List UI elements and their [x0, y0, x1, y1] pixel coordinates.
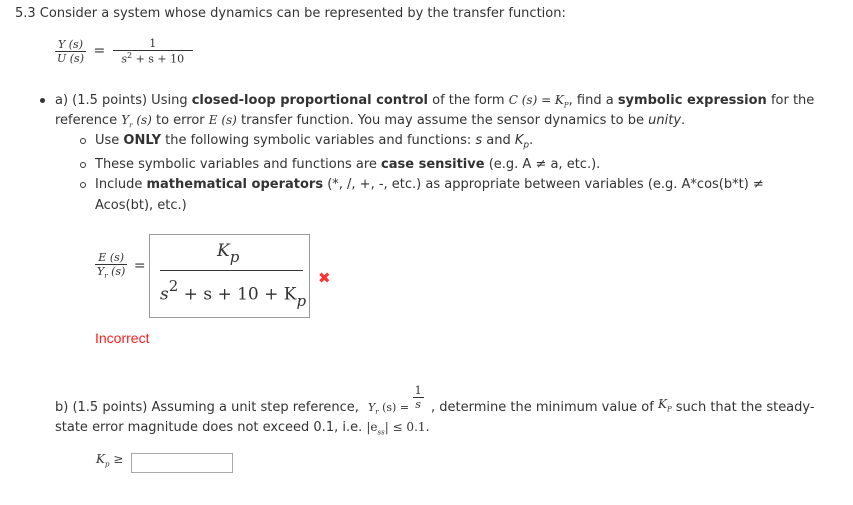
denominator: s [415, 398, 421, 411]
subscript: p [296, 292, 307, 311]
text: transfer function. You may assume the sensor dynamics to be [236, 113, 649, 128]
answer-denominator [160, 277, 307, 311]
text: and [482, 133, 515, 148]
exponent: 2 [126, 51, 133, 60]
math-text: |e [366, 420, 378, 434]
var-kp [514, 133, 530, 151]
text: These symbolic variables and functions are [95, 157, 382, 172]
math-text: + s + 10 + K [178, 284, 297, 305]
answer-numerator [217, 241, 240, 267]
e-expression: E (s) [208, 113, 237, 127]
sub-bullet-2 [95, 157, 600, 172]
text: for the [766, 93, 815, 108]
subscript: p [104, 460, 110, 469]
subscript: ss [377, 428, 385, 437]
kp-input-label [96, 452, 123, 468]
bold-text: symbolic expression [617, 93, 767, 108]
italic-text: unity [648, 113, 682, 128]
subscript: p [523, 140, 530, 151]
answer-lhs [95, 251, 146, 280]
math-text: K [96, 452, 105, 466]
part-a-line-1 [55, 93, 814, 109]
text: such that the steady- [671, 400, 815, 415]
part-b-yr-fraction [368, 384, 424, 416]
text: , find a [568, 93, 618, 108]
controller-expression [508, 93, 569, 110]
kp-answer-input[interactable] [131, 453, 233, 473]
sub-bullet-marker [80, 138, 86, 144]
x-glyph: ✖ [318, 269, 331, 287]
answer-input-box[interactable] [149, 234, 310, 318]
close-x-icon [318, 270, 331, 286]
text: Acos(bt), etc.) [95, 198, 187, 213]
math-text: (s) [107, 265, 126, 278]
plant-lhs-fraction [55, 38, 86, 65]
subscript: r [375, 407, 379, 416]
text: state error magnitude does not exceed 0.1, i.e. [55, 420, 367, 435]
math-text: Y [121, 113, 130, 127]
text: . [425, 420, 430, 435]
text: of the form [428, 93, 509, 108]
text: Include [95, 177, 147, 192]
sub-bullet-marker [80, 162, 86, 168]
var-s: s [475, 133, 483, 148]
question-header [15, 6, 566, 21]
unit-step-fraction [413, 384, 424, 411]
bullet-marker [40, 98, 45, 103]
math-text: K [657, 397, 667, 411]
subscript: P [563, 101, 569, 110]
text: , determine the minimum value of [431, 400, 658, 415]
sub-bullet-3 [95, 177, 764, 192]
question-header-text: 5.3 Consider a system whose dynamics can be represented by the transfer function: [15, 6, 566, 21]
subscript: P [666, 405, 672, 414]
exponent: 2 [168, 277, 179, 295]
ess-expression [366, 420, 426, 437]
bold-text: mathematical operators [146, 177, 324, 192]
text: . [529, 133, 534, 148]
plant-rhs-fraction [113, 37, 193, 66]
plant-rhs-denominator [119, 51, 186, 66]
bold-text: ONLY [123, 133, 162, 148]
text: a) (1.5 points) Using [55, 93, 192, 108]
sub-bullet-1 [95, 133, 533, 151]
sub-bullet-marker [80, 182, 86, 188]
bold-text: case sensitive [381, 157, 485, 172]
part-a-line-2 [55, 113, 685, 129]
text: b) (1.5 points) Assuming a unit step reference, [55, 400, 359, 415]
answer-lhs-fraction [95, 251, 127, 280]
math-text: | ≤ 0.1 [384, 420, 426, 434]
equals-sign: = [133, 257, 146, 274]
answer-lhs-denominator [95, 265, 127, 280]
bold-text: closed-loop proportional control [191, 93, 429, 108]
math-text: (s) = [378, 400, 410, 414]
plant-lhs-numerator: Y (s) [58, 37, 83, 51]
yr-expression [121, 113, 152, 130]
math-text: K [217, 241, 230, 261]
part-b-line-2 [55, 420, 430, 436]
math-text: Y [368, 400, 376, 414]
subscript: r [104, 272, 108, 281]
kp-expression [657, 397, 672, 414]
text: (*, /, +, -, etc.) as appropriate between variables (e.g. A*cos(b*t) ≠ [323, 177, 764, 192]
plant-transfer-function [55, 37, 193, 66]
feedback-text: Incorrect [95, 330, 150, 346]
numerator: 1 [414, 384, 422, 397]
den-rest: + s + 10 [132, 52, 185, 66]
text: (e.g. A ≠ a, etc.). [484, 157, 601, 172]
subscript: r [129, 121, 133, 130]
text: K [514, 133, 524, 148]
answer-lhs-numerator: E (s) [98, 251, 125, 264]
text: Use [95, 133, 124, 148]
plant-lhs-denominator: U (s) [57, 51, 84, 65]
text: . [681, 113, 686, 128]
math-text: s [160, 284, 169, 305]
text: to error [151, 113, 209, 128]
part-b-line-1-post [431, 397, 815, 416]
text: reference [55, 113, 122, 128]
subscript: p [229, 248, 240, 267]
equals-sign: = [93, 43, 106, 60]
feedback-incorrect [95, 330, 149, 346]
plant-rhs-numerator: 1 [149, 37, 157, 50]
part-b-line-1-pre [55, 400, 359, 415]
geq-sign: ≥ [109, 452, 124, 466]
math-text: C (s) = K [508, 93, 564, 107]
answer-expression [150, 235, 309, 317]
math-text: (s) [132, 113, 152, 127]
var-s: s [121, 52, 127, 66]
answer-fraction-bar [160, 270, 303, 271]
text: the following symbolic variables and functions: [161, 133, 476, 148]
sub-bullet-3-continuation [95, 198, 187, 213]
math-text: Y [97, 265, 105, 278]
